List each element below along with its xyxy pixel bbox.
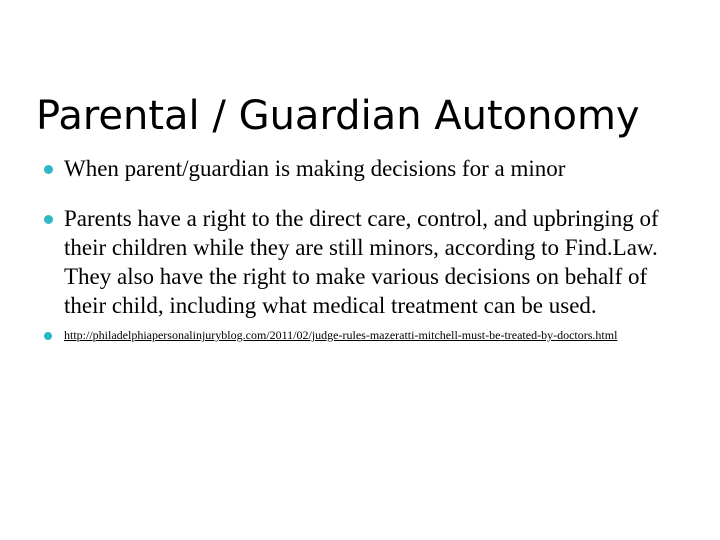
bullet-dot-icon: [44, 165, 53, 174]
bullet-text: When parent/guardian is making decisions for a minor: [64, 156, 566, 181]
bullet-item: [44, 154, 684, 183]
bullet-dot-icon: [44, 332, 52, 340]
bullet-dot-icon: [44, 215, 53, 224]
bullet-text: Parents have a right to the direct care, control, and upbringing of their children while they are still minors, according to Find.Law. They also have the right to make various decisions on behalf of their child, including what medical treatment can be used.: [64, 206, 659, 318]
bullet-item: [44, 204, 684, 320]
bullet-item-link: [44, 328, 684, 343]
bullet-list: [44, 154, 684, 343]
slide-title: Parental / Guardian Autonomy: [36, 93, 640, 139]
source-link[interactable]: http://philadelphiapersonalinjuryblog.com/2011/02/judge-rules-mazeratti-mitchell-must-be-treated-by-doctors.html: [64, 328, 618, 342]
